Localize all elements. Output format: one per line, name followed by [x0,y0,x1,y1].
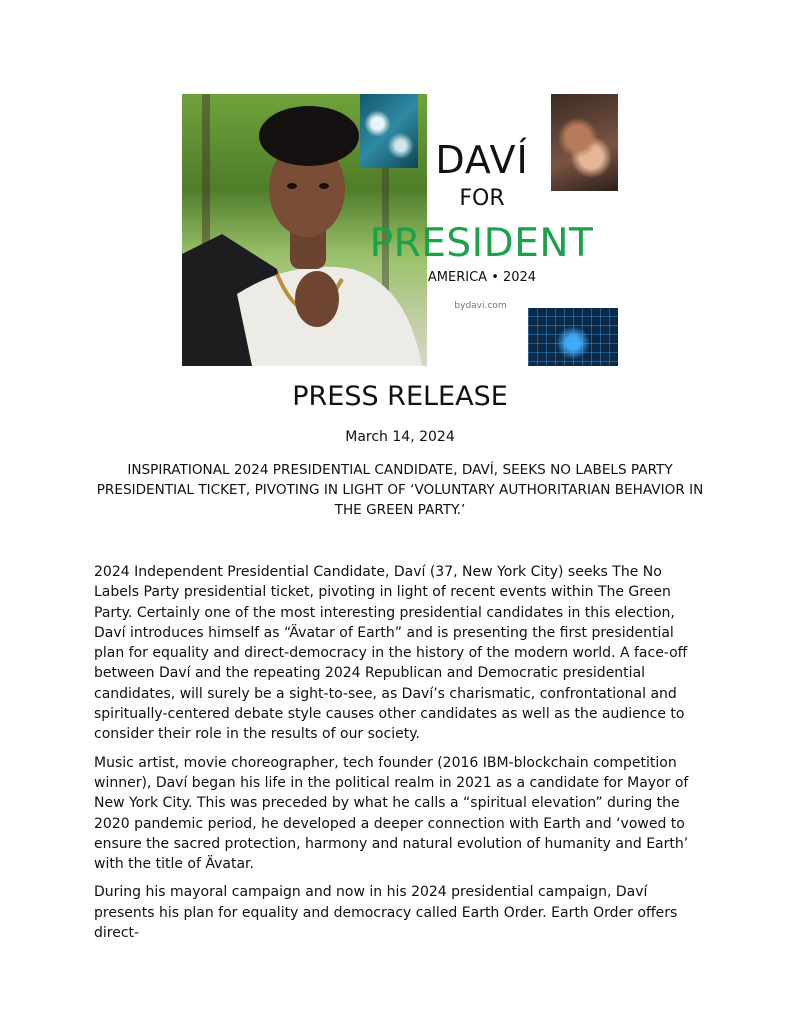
ocean-photo [360,94,418,168]
body-paragraph: 2024 Independent Presidential Candidate, Daví (37, New York City) seeks The No Labels Party presidential ticket, pivoting in light of recent events within The Green Party. Certainly one of the most interesting presidential candidates in this election, Daví introduces himself as “Ävatar of Earth” and is presenting the first presidential plan for equality and direct-democracy in the history of the modern world. A face-off between Daví and the repeating 2024 Republican and Democratic presidential candidates, will surely be a sight-to-see, as Daví’s charismatic, confrontational and spiritually-centered debate style causes other candidates as well as the audience to consider their role in the results of our society. [94,564,688,743]
circuit-board-photo [528,308,618,366]
banner-candidate-name: DAVÍ [435,138,529,182]
hands-photo [551,94,618,191]
press-release-body [94,562,706,951]
campaign-banner [182,94,618,366]
banner-website: bydavi.com [454,301,507,311]
press-release-headline: INSPIRATIONAL 2024 PRESIDENTIAL CANDIDATE, DAVÍ, SEEKS NO LABELS PARTY PRESIDENTIAL TICKET, PIVOTING IN LIGHT OF ‘VOLUNTARY AUTHORITARIAN BEHAVIOR IN THE GREEN PARTY.’ [96,462,704,518]
body-paragraph: Music artist, movie choreographer, tech founder (2016 IBM-blockchain competition winner), Daví began his life in the political realm in 2021 as a candidate for Mayor of New York City. This was preceded by what he calls a “spiritual elevation” during the 2020 pandemic period, he developed a deeper connection with Earth and ‘vowed to ensure the sacred protection, harmony and natural evolution of humanity and Earth’ with the title of Ävatar. [94,754,689,873]
banner-subtitle: AMERICA • 2024 [427,270,537,285]
press-release-title: PRESS RELEASE [292,381,508,412]
banner-president-text: PRESIDENT [369,221,594,266]
press-release-date: March 14, 2024 [345,429,455,445]
body-paragraph: During his mayoral campaign and now in his 2024 presidential campaign, Daví presents his plan for equality and democracy called Earth Order. Earth Order offers direct- [94,884,678,942]
banner-for-text: FOR [459,186,505,211]
